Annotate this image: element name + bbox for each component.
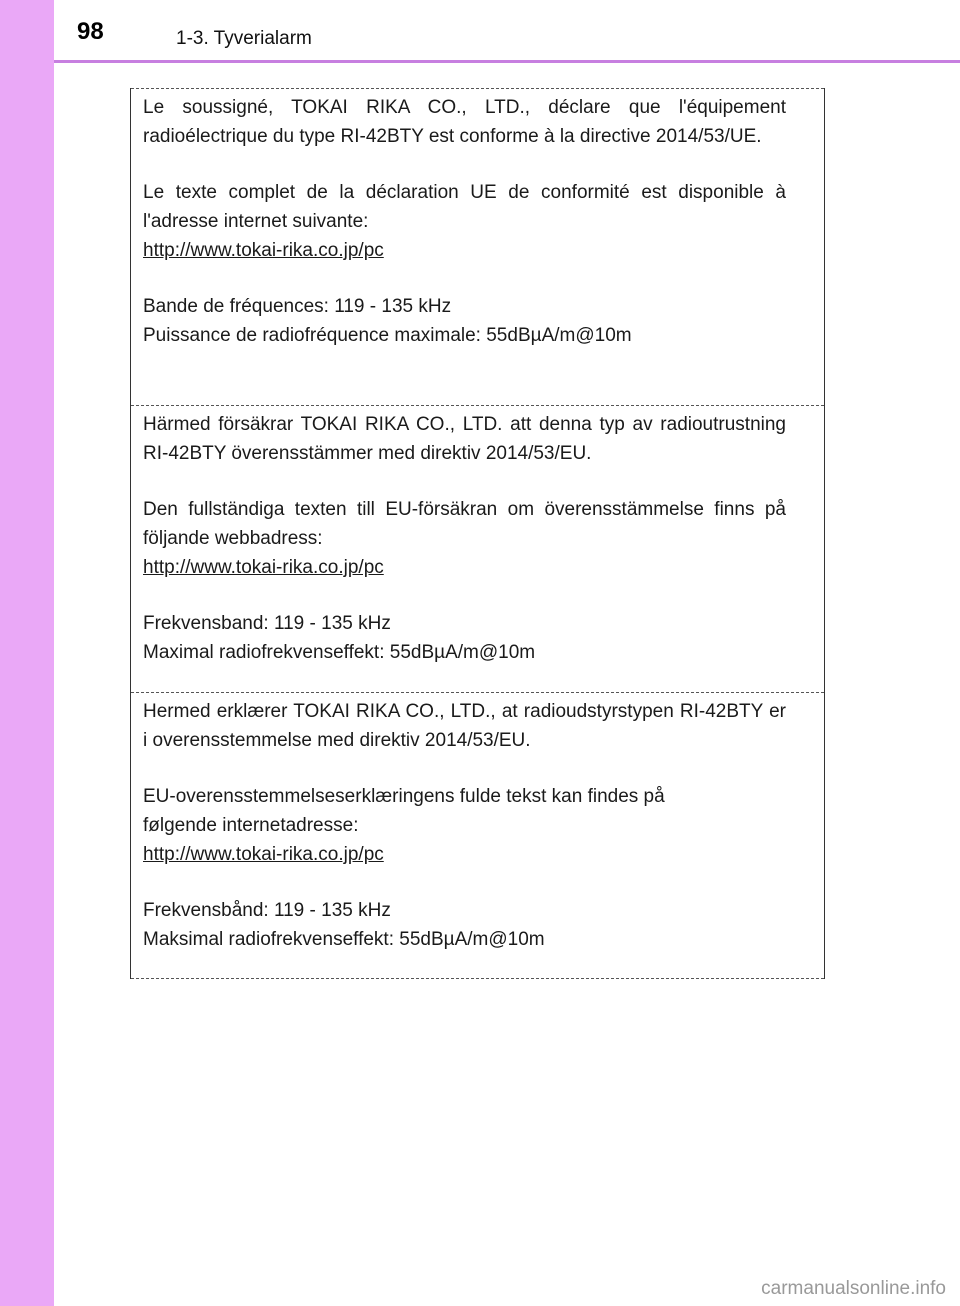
declaration-block-danish <box>131 692 824 979</box>
availability-text: Den fullständiga texten till EU-försäkran om överensstämmelse finns på följande webbadress: <box>143 499 786 549</box>
declaration-block-swedish <box>131 405 824 692</box>
availability-text-line-1: EU-overensstemmelseserklæringens fulde tekst kan findes på <box>143 786 665 807</box>
frequency-band: Frekvensbånd: 119 - 135 kHz <box>143 900 391 921</box>
page-number: 98 <box>77 18 104 45</box>
frequency-band: Bande de fréquences: 119 - 135 kHz <box>143 296 452 317</box>
side-color-strip <box>0 0 54 1306</box>
declaration-block-french <box>131 88 824 405</box>
availability-text-line-2: følgende internetadresse: <box>143 815 359 836</box>
max-power: Puissance de radiofréquence maximale: 55dBµA/m@10m <box>143 325 632 346</box>
max-power: Maximal radiofrekvenseffekt: 55dBµA/m@10m <box>143 642 536 663</box>
declaration-text: Le soussigné, TOKAI RIKA CO., LTD., déclare que l'équipement radioélectrique du type RI-42BTY est conforme à la directive 2014/53/UE. <box>143 97 786 147</box>
declaration-text: Härmed försäkrar TOKAI RIKA CO., LTD. att denna typ av radioutrustning RI-42BTY överensstämmer med direktiv 2014/53/EU. <box>143 414 786 464</box>
availability-text: Le texte complet de la déclaration UE de conformité est disponible à l'adresse internet suivante: <box>143 182 786 232</box>
frequency-band: Frekvensband: 119 - 135 kHz <box>143 613 391 634</box>
declaration-url-link[interactable]: http://www.tokai-rika.co.jp/pc <box>143 844 384 865</box>
max-power: Maksimal radiofrekvenseffekt: 55dBµA/m@10m <box>143 929 545 950</box>
section-title: 1-3. Tyverialarm <box>176 28 312 49</box>
declaration-text: Hermed erklærer TOKAI RIKA CO., LTD., at radioudstyrstypen RI-42BTY er i overensstemmelse med direktiv 2014/53/EU. <box>143 701 786 751</box>
header-divider <box>54 60 960 63</box>
declaration-url-link[interactable]: http://www.tokai-rika.co.jp/pc <box>143 240 384 261</box>
declaration-url-link[interactable]: http://www.tokai-rika.co.jp/pc <box>143 557 384 578</box>
watermark-text: carmanualsonline.info <box>761 1278 946 1299</box>
declaration-box <box>130 88 825 979</box>
